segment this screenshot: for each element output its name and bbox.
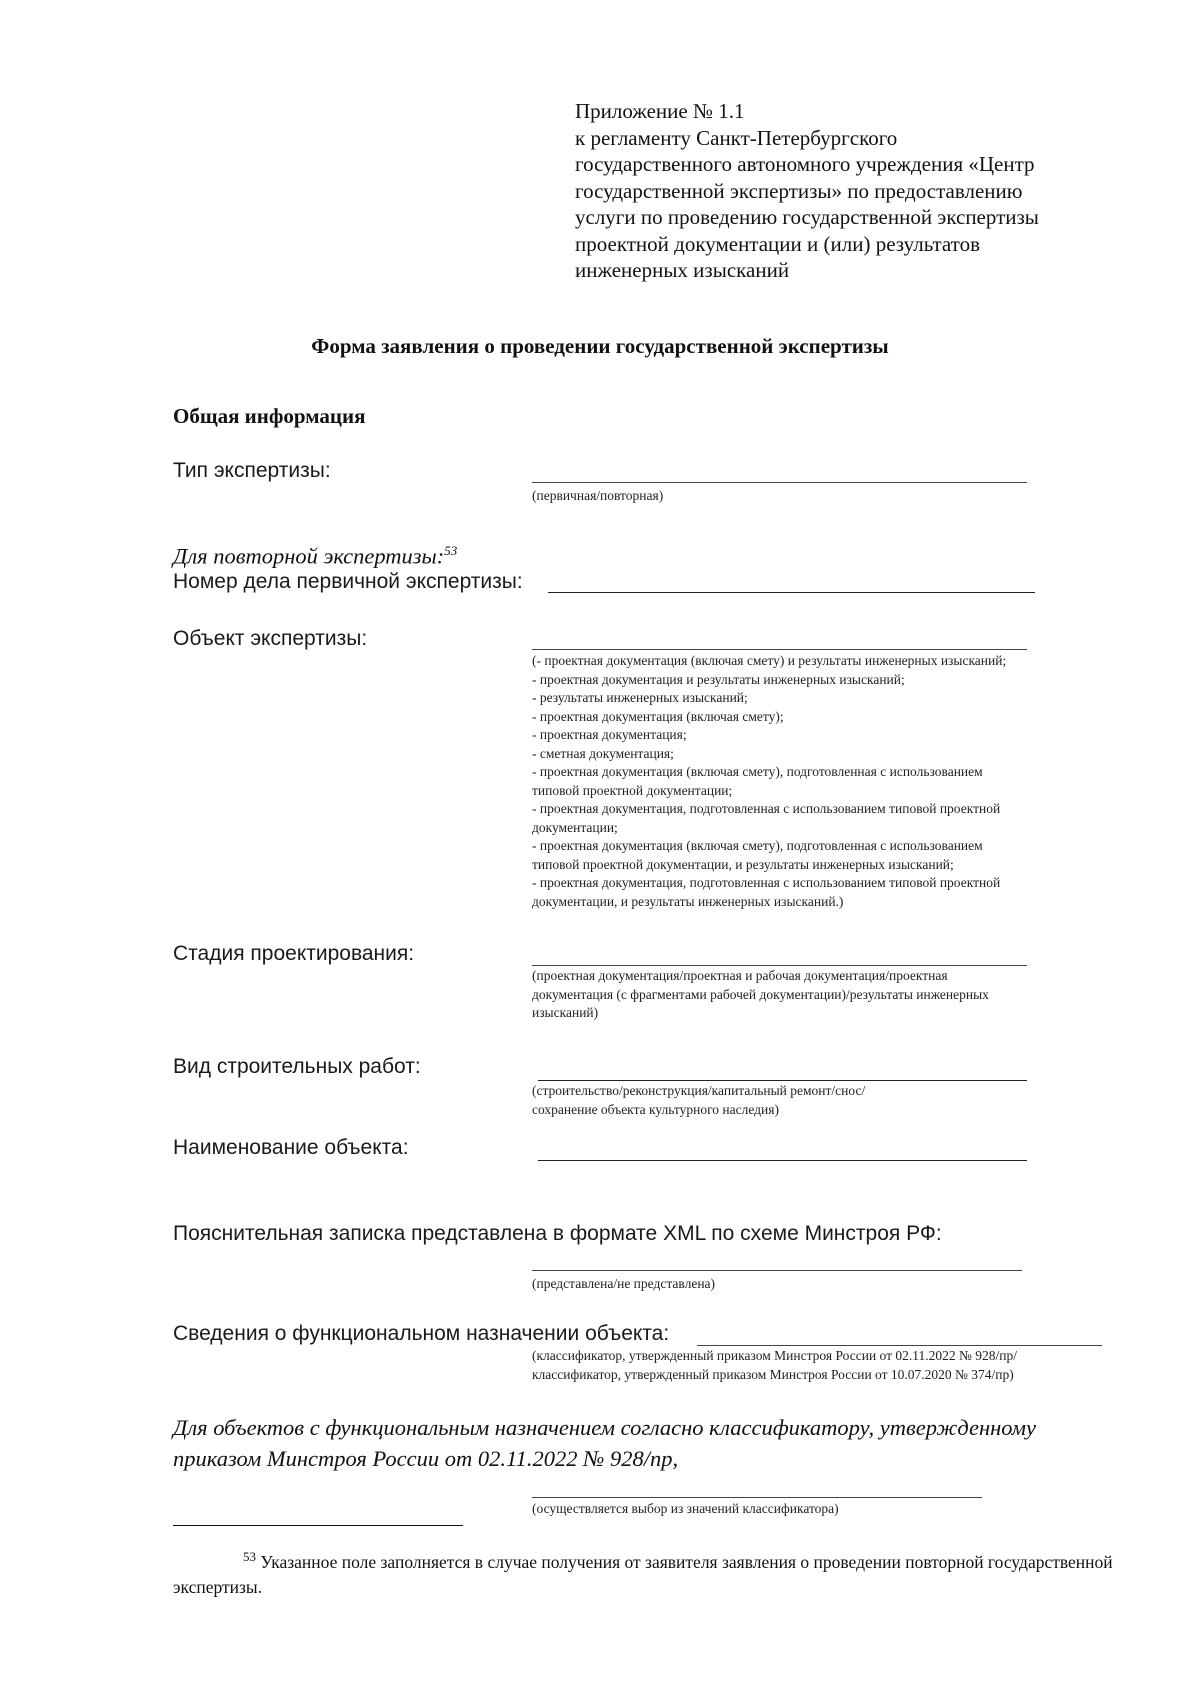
design-stage-hint: [532, 967, 989, 1023]
hint-line: - результаты инженерных изысканий;: [532, 690, 748, 705]
hint-line: (классификатор, утвержденный приказом Минстроя России от 02.11.2022 № 928/пр/: [532, 1348, 1017, 1363]
appendix-line: к регламенту Санкт-Петербургского: [575, 125, 898, 150]
appendix-line: услуги по проведению государственной экспертизы: [575, 205, 1039, 229]
hint-line: типовой проектной документации, и результаты инженерных изысканий;: [532, 856, 954, 872]
functional-purpose-field[interactable]: [697, 1345, 1102, 1346]
object-name-label: Наименование объекта:: [173, 1136, 409, 1159]
xml-note-hint: (представлена/не представлена): [532, 1276, 716, 1291]
footnote-divider: [173, 1525, 463, 1526]
expertise-object-field[interactable]: [532, 649, 1027, 650]
hint-line: документации;: [532, 819, 618, 835]
appendix-header: [575, 98, 1135, 284]
footnote: [173, 1544, 1133, 1600]
form-title: Форма заявления о проведении государственной экспертизы: [311, 334, 889, 358]
footnote-ref[interactable]: 53: [444, 543, 458, 558]
object-name-field[interactable]: [538, 1160, 1027, 1161]
repeat-expertise-note-text: Для повторной экспертизы:: [173, 543, 445, 569]
expertise-object-label: Объект экспертизы:: [173, 627, 368, 650]
hint-line: (- проектная документация (включая смету) и результаты инженерных изысканий;: [532, 653, 1007, 668]
hint-line: - проектная документация и результаты инженерных изысканий;: [532, 671, 905, 687]
xml-note-label: Пояснительная записка представлена в формате XML по схеме Минстроя РФ:: [173, 1222, 942, 1245]
section-heading: Общая информация: [173, 404, 366, 428]
hint-line: - проектная документация, подготовленная с использованием типовой проектной: [532, 875, 1001, 890]
classifier-note: [173, 1412, 1036, 1474]
primary-case-number-field[interactable]: [548, 592, 1035, 593]
appendix-line: проектной документации и (или) результатов: [575, 231, 980, 256]
hint-line: изысканий): [532, 1005, 599, 1020]
classifier-note-line: Для объектов с функциональным назначением согласно классификатору, утвержденному: [173, 1415, 1037, 1440]
appendix-line: государственного автономного учреждения «Центр: [575, 152, 1035, 176]
construction-works-field[interactable]: [538, 1080, 1027, 1081]
hint-line: - сметная документация;: [532, 745, 674, 761]
construction-works-hint: [532, 1082, 865, 1119]
appendix-line: государственной экспертизы» по предоставлению: [575, 178, 1023, 203]
hint-line: - проектная документация (включая смету);: [532, 708, 784, 724]
hint-line: (строительство/реконструкция/капитальный ремонт/снос/: [532, 1083, 866, 1098]
primary-case-number-label: Номер дела первичной экспертизы:: [173, 570, 523, 593]
expertise-type-label: Тип экспертизы:: [173, 459, 331, 482]
xml-note-field[interactable]: [532, 1270, 1022, 1271]
hint-line: классификатор, утвержденный приказом Минстроя России от 10.07.2020 № 374/пр): [532, 1366, 1014, 1382]
expertise-type-hint: (первичная/повторная): [532, 488, 664, 503]
footnote-number: 53: [243, 1549, 256, 1564]
construction-works-label: Вид строительных работ:: [173, 1055, 421, 1078]
footnote-text: Указанное поле заполняется в случае получения от заявителя заявления о проведении повторной государственной экспертизы.: [173, 1551, 1113, 1597]
design-stage-label: Стадия проектирования:: [173, 942, 415, 965]
classifier-note-line: приказом Минстроя России от 02.11.2022 № 928/пр,: [173, 1446, 679, 1471]
functional-purpose-hint: [532, 1347, 1017, 1384]
appendix-line: инженерных изысканий: [575, 258, 790, 282]
classifier-value-field[interactable]: [532, 1497, 982, 1498]
classifier-hint: (осуществляется выбор из значений классификатора): [532, 1501, 839, 1516]
design-stage-field[interactable]: [532, 965, 1027, 966]
expertise-type-field[interactable]: [532, 482, 1027, 483]
hint-line: (проектная документация/проектная и рабочая документация/проектная: [532, 968, 948, 983]
hint-line: - проектная документация, подготовленная с использованием типовой проектной: [532, 801, 1001, 816]
hint-line: - проектная документация (включая смету), подготовленная с использованием: [532, 838, 983, 853]
hint-line: сохранение объекта культурного наследия): [532, 1101, 779, 1117]
hint-line: типовой проектной документации;: [532, 782, 733, 798]
functional-purpose-label: Сведения о функциональном назначении объекта:: [173, 1322, 670, 1345]
appendix-line: Приложение № 1.1: [575, 99, 745, 123]
hint-line: - проектная документация (включая смету), подготовленная с использованием: [532, 764, 983, 779]
hint-line: документации, и результаты инженерных изысканий.): [532, 893, 844, 909]
hint-line: документация (с фрагментами рабочей документации)/результаты инженерных: [532, 986, 989, 1002]
repeat-expertise-note: [173, 535, 457, 572]
hint-line: - проектная документация;: [532, 727, 687, 742]
expertise-object-hint: [532, 652, 1006, 911]
